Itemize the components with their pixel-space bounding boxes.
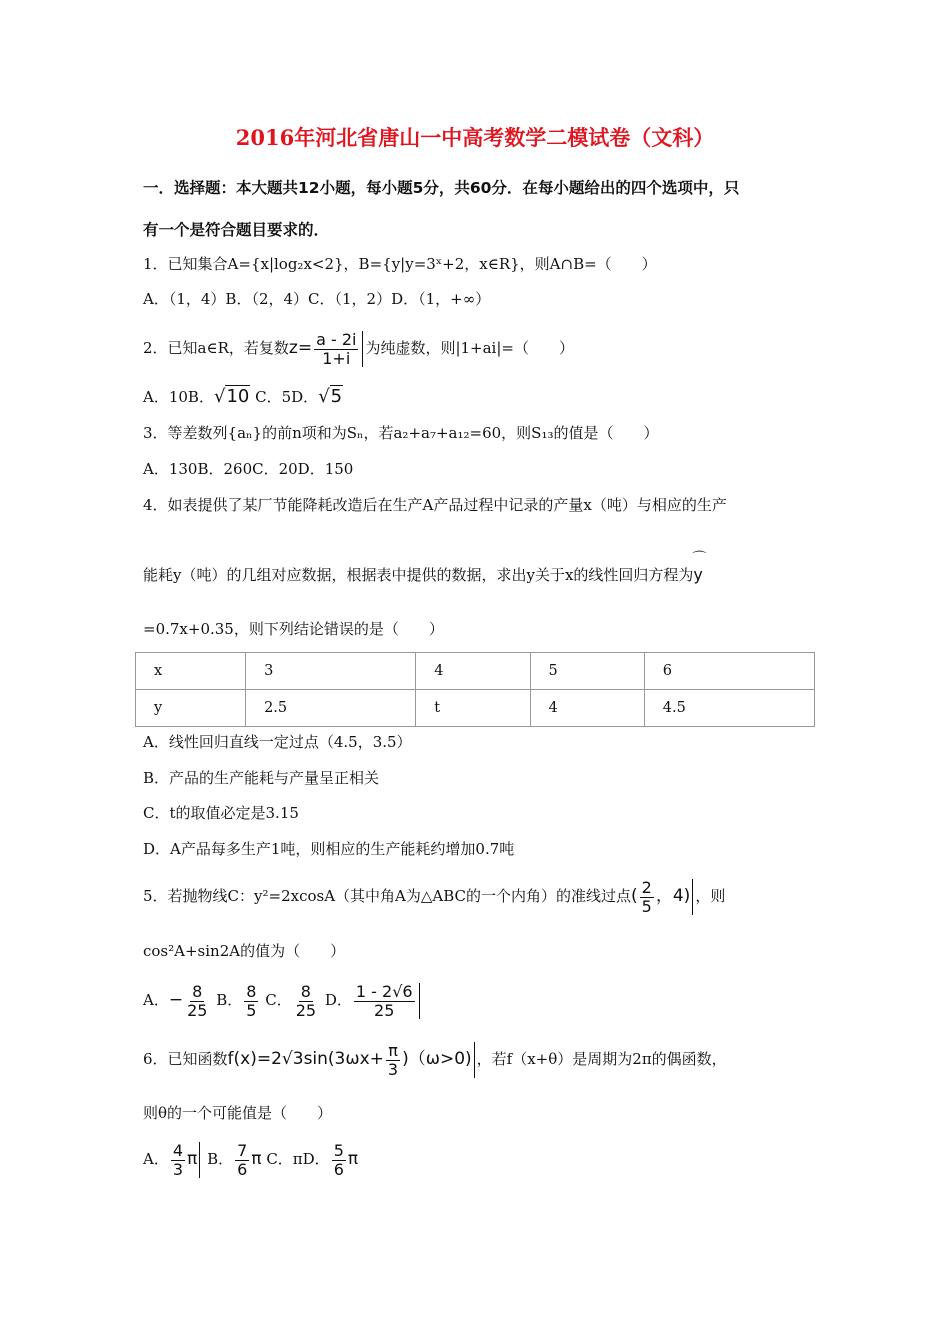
question-5-options (143, 978, 422, 1022)
question-4-line3: =0.7x+0.35，则下列结论错误的是（ ） (143, 620, 444, 638)
option-a-text: A．10B． (143, 388, 214, 406)
point-open-paren: ( (631, 886, 638, 906)
fraction-numerator: 1 - 2√6 (355, 981, 413, 1001)
formula-edge (362, 331, 363, 367)
option-a-label: A． (143, 1150, 169, 1168)
question-4-text: 能耗y（吨）的几组对应数据，根据表中提供的数据，求出y关于x的线性回归方程为 (143, 566, 694, 584)
point-rest: ，4) (655, 886, 691, 906)
table-cell: 3 (246, 653, 416, 690)
question-6-line2: 则θ的一个可能值是（ ） (143, 1104, 333, 1122)
fraction-denominator: 5 (246, 1000, 257, 1020)
radicand: 5 (330, 386, 343, 407)
option-d-label: D． (324, 991, 352, 1009)
page-title: 2016年河北省唐山一中高考数学二模试卷（文科） (235, 125, 715, 150)
table-cell: 5 (530, 653, 644, 690)
table-cell: t (416, 690, 530, 727)
question-2 (143, 328, 574, 368)
question-2-z: z= (288, 338, 313, 358)
fraction-numerator: 5 (333, 1140, 344, 1160)
question-4-option-c: C．t的取值必定是3.15 (143, 804, 299, 822)
table-cell: x (136, 653, 246, 690)
question-5-suffix: ，则 (695, 887, 726, 905)
sqrt-5: √5 (318, 386, 343, 407)
option-c-text: C．πD． (266, 1150, 330, 1168)
question-6-suffix: ，若f（x+θ）是周期为2π的偶函数， (476, 1050, 727, 1068)
question-6-prefix: 6．已知函数 (143, 1050, 228, 1068)
formula-edge (474, 1042, 475, 1078)
fraction-numerator: 8 (192, 981, 203, 1001)
section-heading-line2: 有一个是符合题目要求的． (143, 221, 330, 239)
option-d-fraction (354, 983, 415, 1020)
sqrt-10: √10 (213, 386, 250, 407)
question-5-prefix: 5．若抛物线C：y²=2xcosA（其中角A为△ABC的一个内角）的准线过点 (143, 887, 632, 905)
question-6-options (143, 1137, 358, 1181)
radicand: 10 (226, 386, 250, 407)
formula-edge (692, 879, 693, 915)
question-5-line2: cos²A+sin2A的值为（ ） (143, 942, 346, 960)
minus-sign: − (168, 990, 184, 1010)
question-1: 1．已知集合A={x|log₂x<2}，B={y|y=3ˣ+2，x∈R}，则A∩B=（ ） (143, 255, 657, 273)
function-expression: f(x)=2√3sin(3ωx+ (227, 1049, 384, 1069)
fraction-numerator: 8 (246, 981, 257, 1001)
table-row (136, 653, 815, 690)
question-2-suffix: 为纯虚数，则|1+ai|=（ ） (365, 339, 574, 357)
fraction-numerator: π (388, 1040, 398, 1060)
option-b-label: B． (216, 991, 243, 1009)
section-heading-line1: 一．选择题：本大题共12小题，每小题5分，共60分．在每小题给出的四个选项中，只 (143, 179, 740, 197)
table-cell: 4 (416, 653, 530, 690)
table-cell: y (136, 690, 246, 727)
option-a-label: A． (143, 991, 169, 1009)
fraction-denominator: 1+i (322, 348, 351, 368)
option-b-label: B． (207, 1150, 234, 1168)
question-4-option-b: B．产品的生产能耗与产量呈正相关 (143, 769, 380, 787)
option-b-fraction (244, 983, 258, 1020)
option-c-label: C． (265, 991, 292, 1009)
fraction-denominator: 3 (172, 1159, 184, 1179)
fraction-denominator: 25 (374, 1000, 395, 1020)
question-1-options: A．（1，4）B．（2，4）C．（1，2）D．（1，+∞） (143, 290, 491, 308)
pi-symbol: π (187, 1149, 198, 1169)
option-d-fraction (332, 1142, 346, 1179)
fraction-numerator: a - 2i (316, 329, 357, 349)
question-5 (143, 876, 725, 916)
fraction-denominator: 5 (641, 896, 652, 916)
table-cell: 4 (530, 690, 644, 727)
question-3-options: A．130B．260C．20D．150 (143, 460, 354, 478)
question-4-line1: 4．如表提供了某厂节能降耗改造后在生产A产品过程中记录的产量x（吨）与相应的生产 (143, 496, 727, 514)
question-4-line2 (143, 565, 703, 585)
fraction-denominator: 3 (387, 1059, 399, 1079)
question-4-option-a: A．线性回归直线一定过点（4.5，3.5） (143, 733, 412, 751)
question-2-options (143, 384, 343, 410)
data-table (135, 652, 815, 727)
table-cell: 4.5 (644, 690, 814, 727)
table-cell: 2.5 (246, 690, 416, 727)
formula-edge (199, 1142, 200, 1178)
question-2-prefix: 2．已知a∈R，若复数 (143, 339, 289, 357)
option-a-fraction (171, 1142, 185, 1179)
pi-symbol: π (251, 1149, 262, 1169)
question-4-option-d: D．A产品每多生产1吨，则相应的生产能耗约增加0.7吨 (143, 840, 515, 858)
fraction-numerator: 7 (237, 1140, 248, 1160)
y-hat-symbol: ⌒ y (693, 565, 702, 585)
question-2-fraction (314, 331, 358, 368)
pi-over-3-fraction (386, 1042, 400, 1079)
formula-edge (419, 983, 420, 1019)
option-c-text: C．5D． (255, 388, 319, 406)
function-expression-end: )（ω>0) (402, 1049, 472, 1069)
option-a-fraction (185, 983, 209, 1020)
table-cell: 6 (644, 653, 814, 690)
question-3: 3．等差数列{aₙ}的前n项和为Sₙ，若a₂+a₇+a₁₂=60，则S₁₃的值是（ ） (143, 424, 659, 442)
fraction-numerator: 4 (172, 1140, 184, 1160)
option-b-fraction (235, 1142, 249, 1179)
fraction-denominator: 6 (333, 1159, 344, 1179)
fraction-denominator: 25 (295, 1000, 317, 1020)
option-c-fraction (294, 983, 318, 1020)
point-fraction (640, 879, 654, 916)
fraction-numerator: 2 (641, 877, 652, 897)
fraction-denominator: 6 (237, 1159, 248, 1179)
fraction-denominator: 25 (187, 1000, 208, 1020)
pi-symbol: π (347, 1149, 359, 1169)
question-6 (143, 1039, 727, 1079)
table-row (136, 690, 815, 727)
fraction-numerator: 8 (300, 981, 311, 1001)
